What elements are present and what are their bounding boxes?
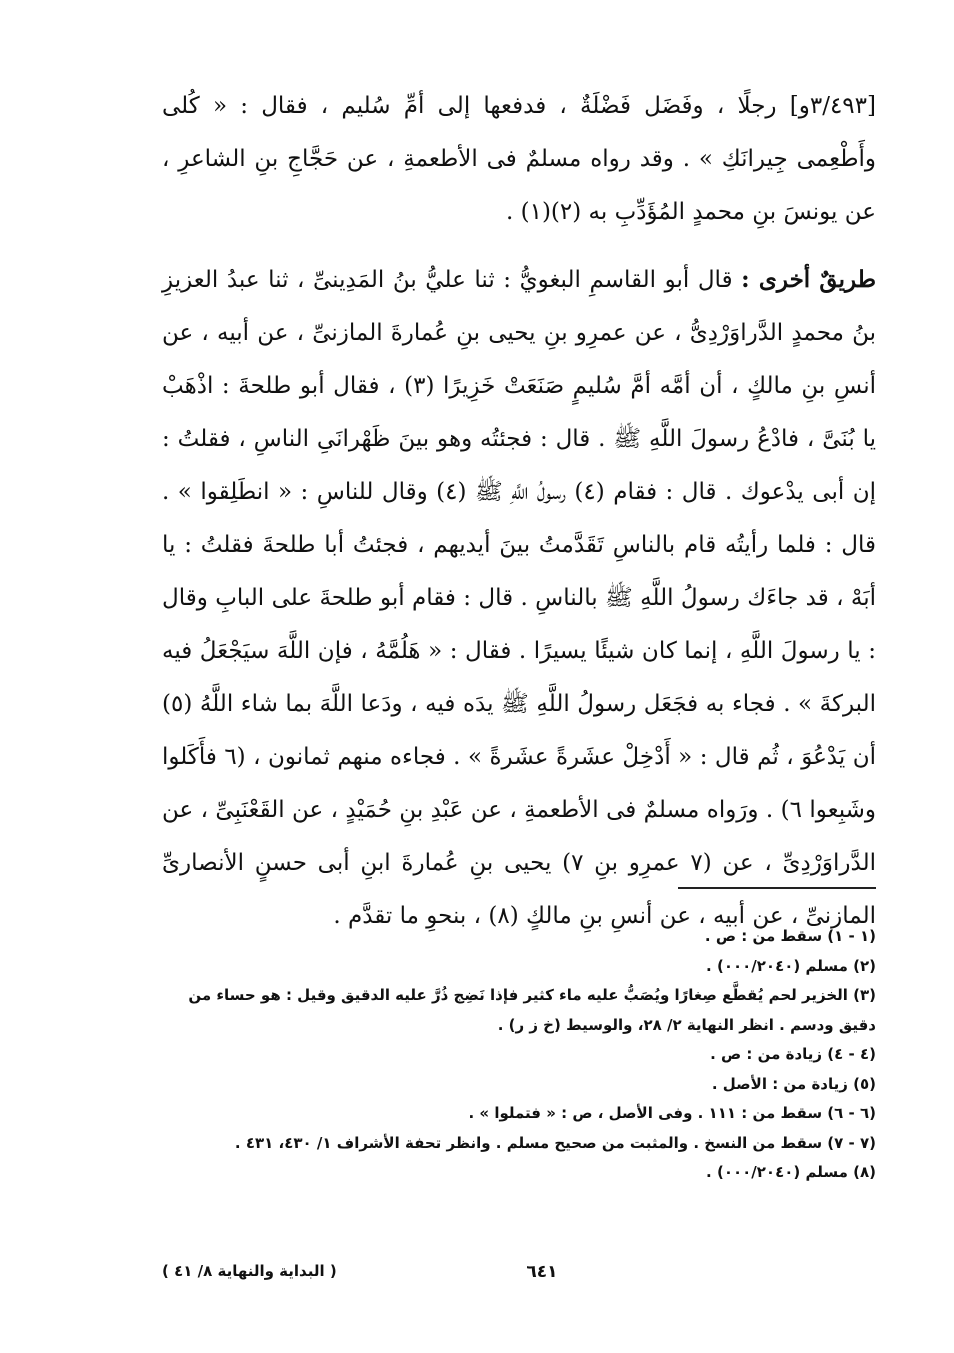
footnote: (١ - ١) سقط من : ص . — [704, 927, 876, 945]
footnote: (٥) زيادة من : الأصل . — [711, 1074, 876, 1093]
paragraph-1 — [162, 80, 876, 239]
text-line: مالكٍ ، أن أمَّه أمَّ سُليمٍ صَنَعَتْ خَزِيرًا (٣) ، فقال أبو طلحةَ : اذْهَبْ يا بُنَىَّ ، فادْعُ — [162, 373, 877, 452]
text-line: اللَّهِ ﷺ بالناسِ . قال : فقام أبو طلحةَ على البابِ وقال : يا رسولَ اللَّهِ ، إنما كان — [162, 585, 876, 664]
text-line: بالناسِ تَقَدَّمتُ بينَ أيديهم ، فجئتُ أبا طلحةَ فقلتُ : يا أبَهْ ، قد جاءَك رسولُ — [162, 532, 877, 611]
paragraph-2 — [162, 253, 876, 943]
footnote: (٣) الخزير لحم يُقطَّع صِغارًا ويُصَبُّ عليه ماء كثير فإذا نَضِج ذُرَّ عليه الدقيق وقيل : هو حساء من دقيق ودسم . انظر النهاية ٢/ ٢٨، والوسيط (خ ز ر) . — [188, 986, 876, 1034]
text-line: شيئًا يسيرًا . فقال : « هَلُمَّهُ ، فإن اللَّهَ سيَجْعَلُ فيه البركةَ » . فجاء به فجَعَل رسولُ — [162, 638, 876, 717]
page-number: ٦٤١ — [526, 1262, 558, 1282]
footnote: (٨) مسلم (٠٠٠/٢٠٤٠) . — [706, 1163, 876, 1181]
text-line: رسولَ اللَّهِ ﷺ . قال : فجئتُه وهو بينَ ظَهْرانَىِ الناسِ ، فقلتُ : إن أبى يدْعوك . — [162, 426, 876, 505]
text-line: عَبْدِ بنِ حُمَيْدٍ ، عن القَعْنَبِىِّ ، عن الدَّراوَرْدِىِّ ، عن (٧ عمرِو بنِ ٧) يحيى بنِ عُمارةَ — [162, 797, 876, 876]
running-title: ( البداية والنهاية ٨/ ٤١ ) — [162, 1262, 337, 1280]
text-line: ابنِ أبى حسنٍ الأنصارىِّ المازنىِّ ، عن أبيه ، عن أنسِ بنِ مالكٍ (٨) ، بنحوِ ما تقدَّم . — [162, 850, 876, 929]
text-line: محمدٍ المُؤَدِّبِ به (٢)(١) . — [505, 199, 745, 225]
footnote-divider — [678, 887, 876, 889]
text-line: جِيرانَكِ » . وقد رواه مسلمٌ فى الأطعمةِ ، عن حَجَّاجِ بنِ الشاعرِ ، عن يونسَ بنِ — [162, 146, 876, 225]
footnote: (٧ - ٧) سقط من النسخ . والمثبت من صحيح مسلم . وانظر تحفة الأشراف ١/ ٤٣٠، ٤٣١ . — [234, 1133, 876, 1152]
footnote: (٢) مسلم (٠٠٠/٢٠٤٠) . — [706, 956, 876, 975]
text-line: عشَرةً » . فجاءه منهم ثمانون ، (٦ فأَكَلوا وشَبِعوا ٦) . ورَواه مسلمٌ فى الأطعمةِ ، عن — [162, 744, 877, 823]
text-line: محمدٍ الدَّراوَرْدِىُّ ، عن عمرِو بنِ يحيى بنِ عُمارةَ المازنىِّ ، عن أبيه ، عن أنسِ بنِ — [162, 320, 876, 399]
text-line: اللَّهِ ﷺ يدَه فيه ، ودَعا اللَّهَ بما شاء اللَّهُ (٥) أن يَدْعُوَ ، ثُم قال : « أَدْخِلْ عشَرةً — [162, 691, 877, 770]
footnote: (٦ - ٦) سقط من : ١١١ . وفى الأصل ، ص : « فتملوا » . — [468, 1104, 876, 1122]
text-line: قال : فقام (٤) رسولُ اللَّهِ ﷺ (٤) وقال للناسِ : « انطَلِقوا » . قال : فلما رأيتُه قام — [162, 479, 876, 558]
text-line: قال أبو القاسمِ البغويُّ : ثنا عليُّ بنُ المَدِينىِّ ، ثنا عبدُ العزيزِ بنُ — [162, 267, 876, 346]
main-text-block — [162, 80, 876, 943]
footnotes-section — [162, 922, 876, 1188]
footnote: (٤ - ٤) زيادة من : ص . — [710, 1045, 876, 1063]
page-footer — [162, 1262, 876, 1290]
section-heading: طريقٌ أخرى : — [741, 266, 877, 293]
text-line: [٣/٤٩٣و] رجلًا ، وفَضَل فَضْلَةٌ ، فدفعها إلى أمِّ سُليم ، فقال : « كُلى وأَطْعِمى — [162, 93, 876, 172]
